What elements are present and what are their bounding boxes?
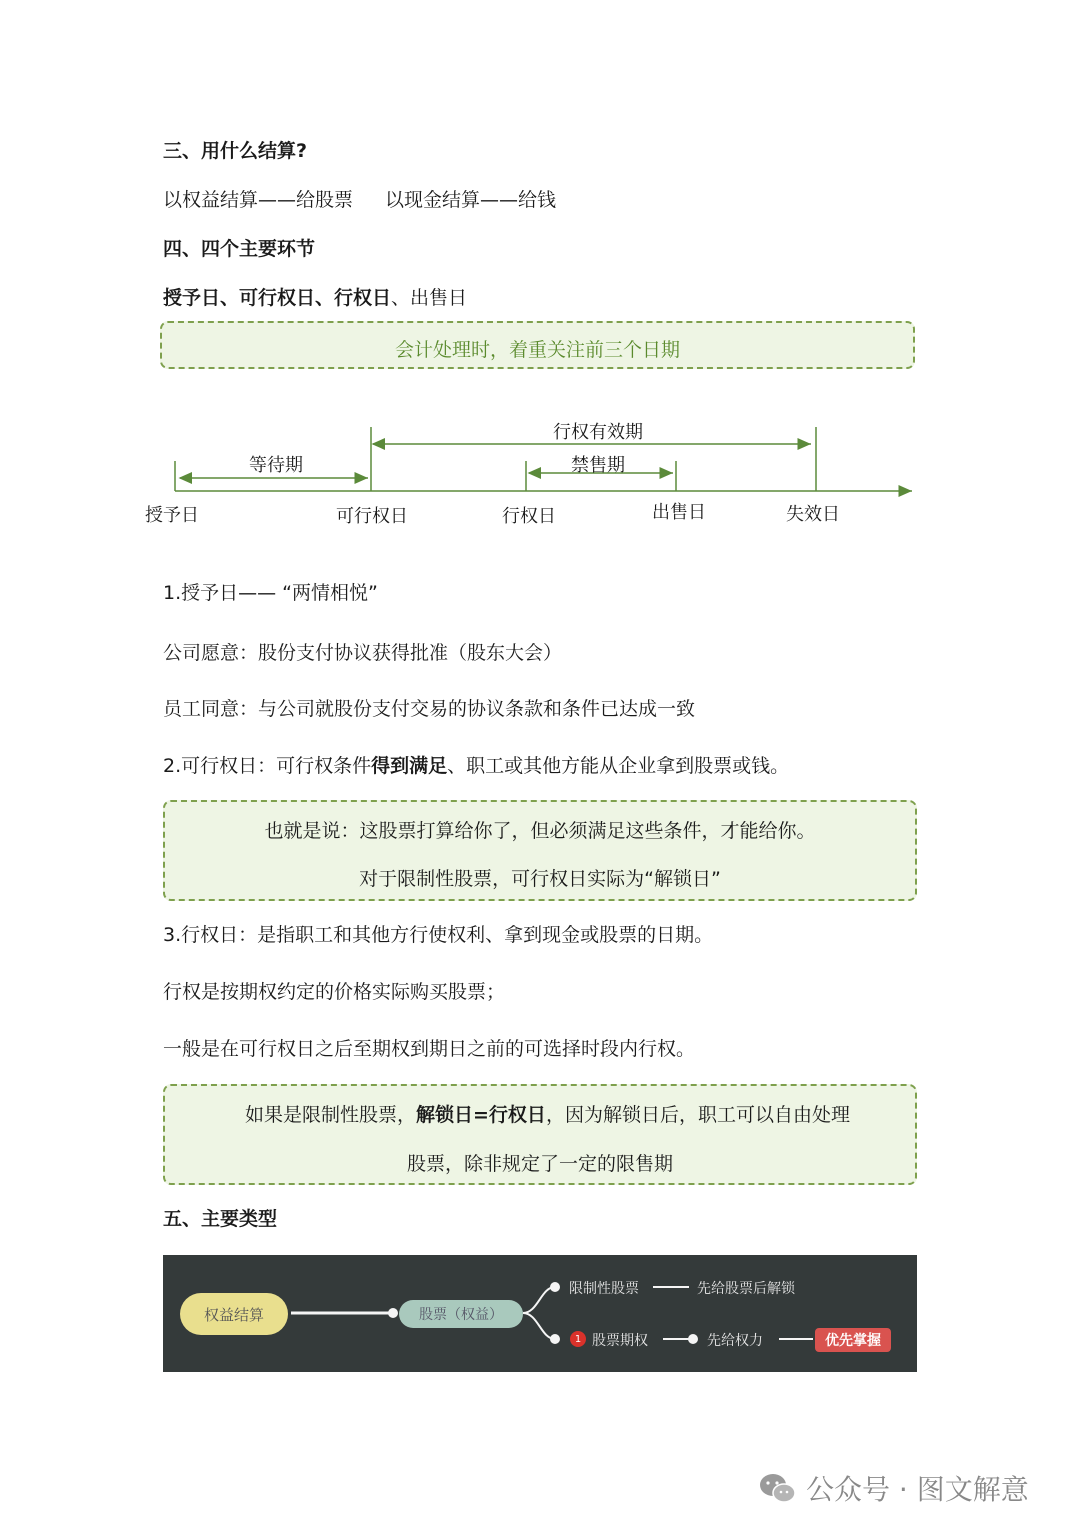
- note-2-line-2: 对于限制性股票，可行权日实际为“解锁日”: [359, 868, 721, 890]
- watermark: [758, 1468, 1029, 1508]
- waiting-period-label: 等待期: [249, 455, 303, 476]
- item-2-pre: 2.可行权日：可行权条件: [163, 755, 372, 777]
- mindmap-branch-2-desc: 先给权力: [707, 1333, 763, 1349]
- note-box-2: [163, 800, 917, 901]
- mindmap-node: 股票（权益）: [399, 1300, 523, 1328]
- settlement-cash: 以现金结算——给钱: [385, 189, 557, 211]
- priority-badge: 1: [570, 1331, 586, 1347]
- lockup-period-label: 禁售期: [571, 455, 625, 476]
- note-3-bold: 解锁日=行权日: [416, 1104, 546, 1126]
- note-3-pre: 如果是限制性股票，: [245, 1104, 417, 1126]
- section-4-title: 四、四个主要环节: [163, 238, 316, 260]
- mindmap-root: 权益结算: [180, 1293, 288, 1335]
- key-dates-line: [163, 283, 467, 310]
- mindmap-branch-2: 股票期权: [592, 1333, 648, 1349]
- section-3-title: 三、用什么结算?: [163, 140, 308, 162]
- tick-label-expire: 失效日: [786, 504, 840, 525]
- section-5-title: 五、主要类型: [163, 1208, 278, 1230]
- item-2-bold: 得到满足: [371, 755, 448, 777]
- note-3-line-2: 股票，除非规定了一定的限售期: [406, 1153, 673, 1175]
- item-1-title: 1.授予日—— “两情相悦”: [163, 582, 378, 604]
- tick-label-sale: 出售日: [652, 502, 706, 523]
- valid-period-label: 行权有效期: [553, 422, 643, 443]
- item-1-company: 公司愿意：股份支付协议获得批准（股东大会）: [163, 642, 563, 664]
- item-2-title: [163, 751, 789, 778]
- watermark-text: 公众号 · 图文解意: [806, 1473, 1029, 1506]
- note-3-post: ，因为解锁日后，职工可以自由处理: [545, 1104, 850, 1126]
- mindmap-branch-1: 限制性股票: [569, 1281, 639, 1297]
- item-3-line-1: 行权是按期权约定的价格实际购买股票；: [163, 981, 506, 1003]
- note-box-1: [160, 321, 915, 369]
- note-box-3: [163, 1084, 917, 1185]
- note-2-line-1: 也就是说：这股票打算给你了，但必须满足这些条件，才能给你。: [264, 820, 816, 842]
- item-1-employee: 员工同意：与公司就股份支付交易的协议条款和条件已达成一致: [163, 698, 696, 720]
- mindmap: [163, 1255, 917, 1372]
- note-3-line-1: [245, 1100, 850, 1127]
- settlement-equity: 以权益结算——给股票: [163, 189, 354, 211]
- priority-tag: 优先掌握: [815, 1328, 891, 1352]
- wechat-icon: [758, 1472, 798, 1504]
- key-dates-bold: 授予日、可行权日、行权日: [163, 287, 392, 309]
- item-3-line-2: 一般是在可行权日之后至期权到期日之前的可选择时段内行权。: [163, 1038, 696, 1060]
- tick-label-vest: 可行权日: [336, 506, 408, 527]
- note-text: 会计处理时，着重关注前三个日期: [394, 339, 680, 361]
- tick-label-exercise: 行权日: [502, 506, 556, 527]
- key-dates-rest: 、出售日: [391, 287, 468, 309]
- tick-label-grant: 授予日: [145, 505, 199, 526]
- mindmap-branch-1-desc: 先给股票后解锁: [697, 1281, 795, 1297]
- item-2-post: 、职工或其他方能从企业拿到股票或钱。: [447, 755, 790, 777]
- item-3-title: 3.行权日：是指职工和其他方行使权利、拿到现金或股票的日期。: [163, 924, 714, 946]
